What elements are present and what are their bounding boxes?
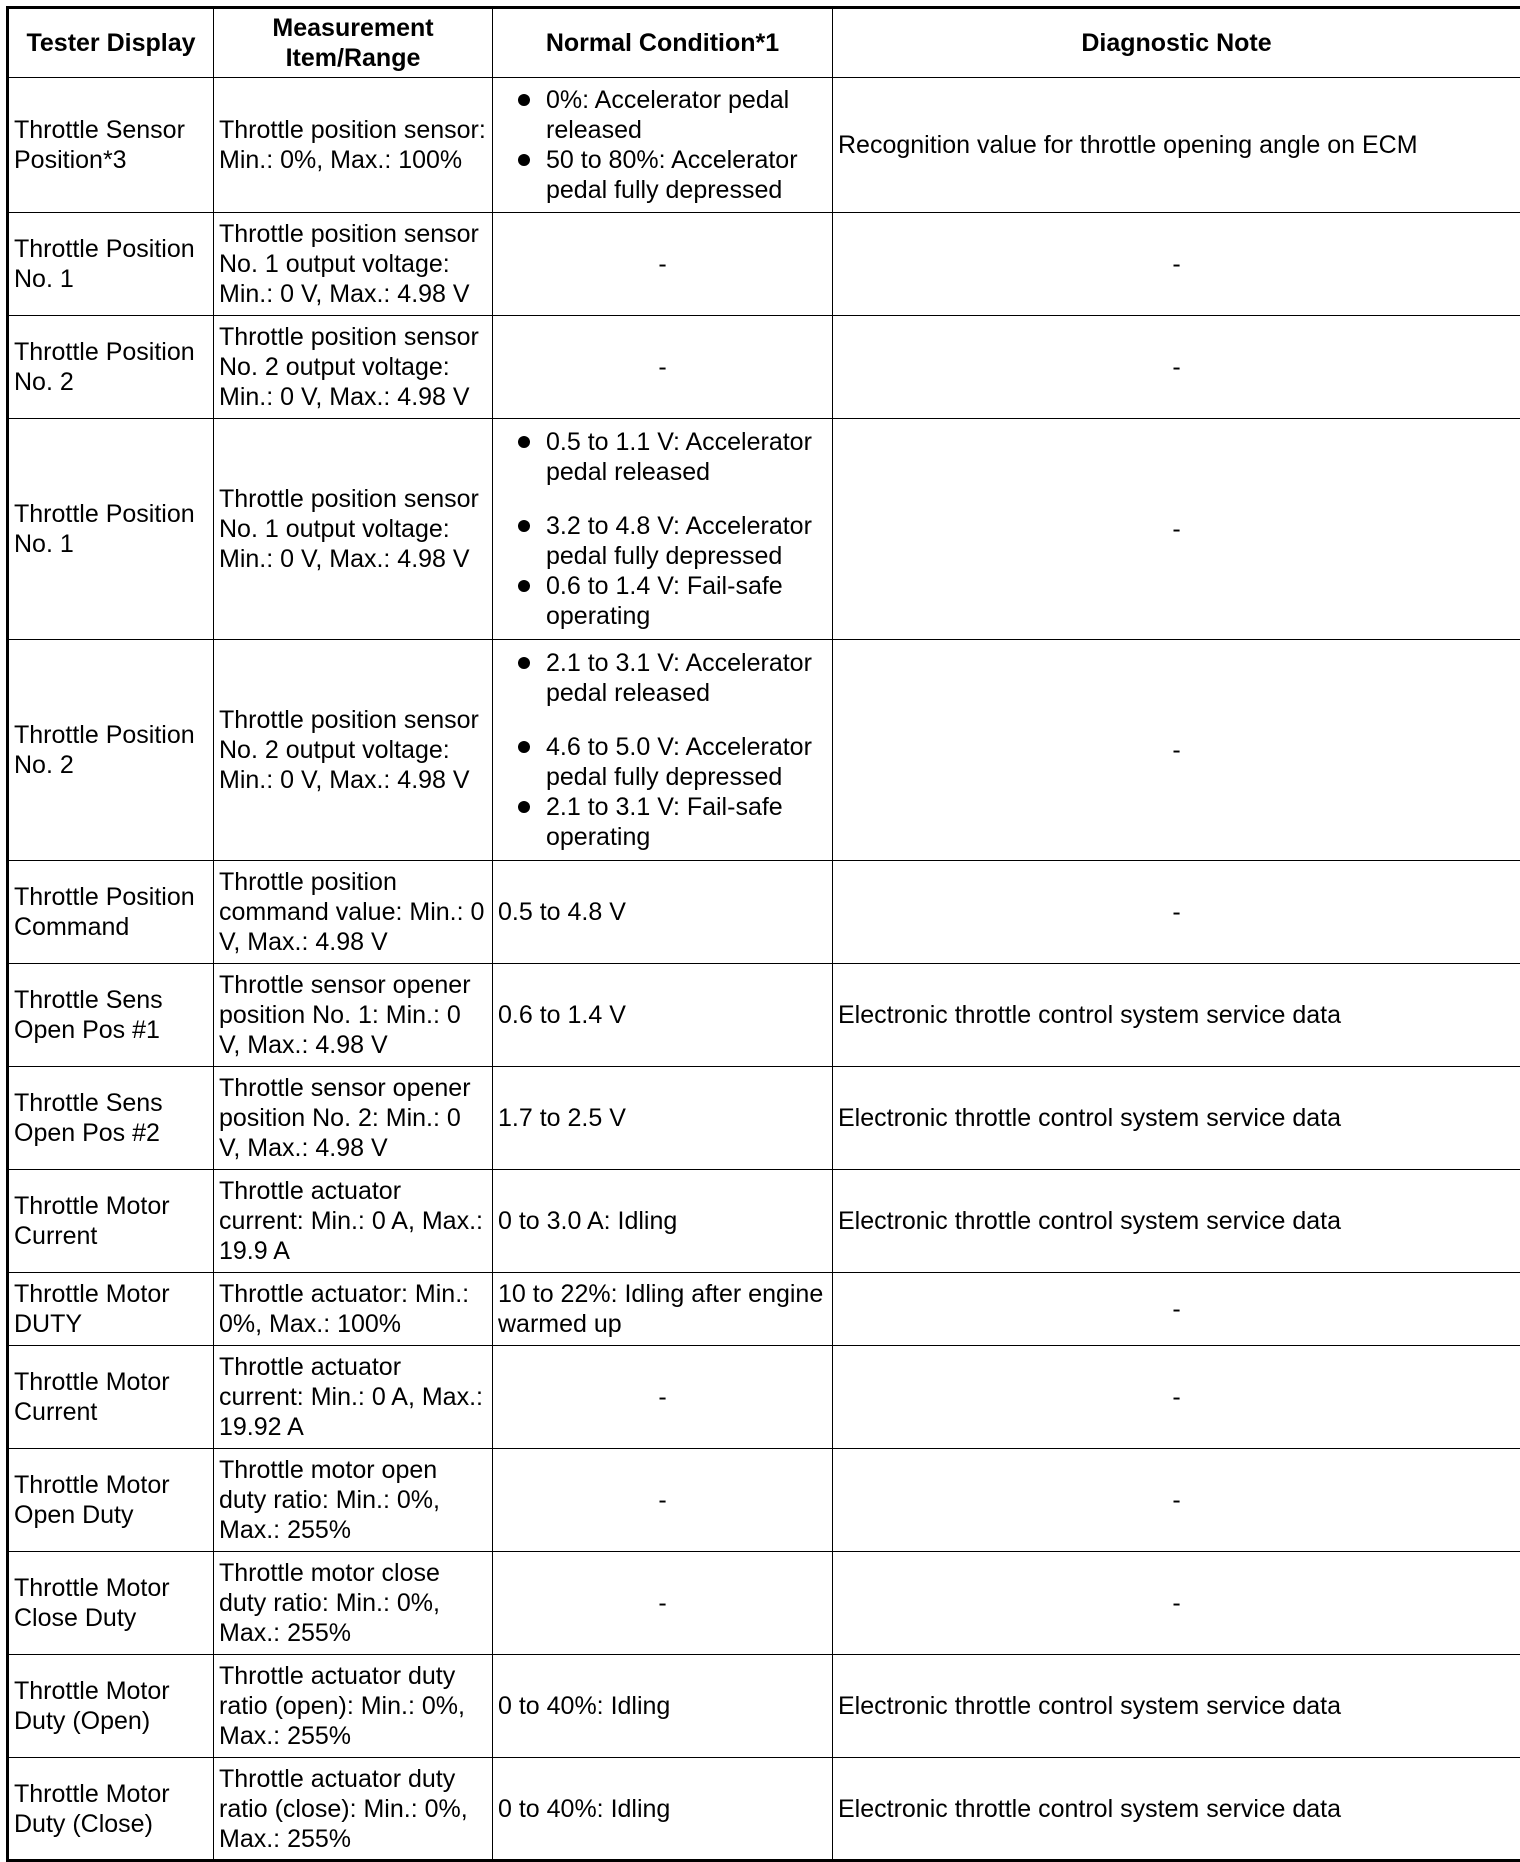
diagnostic-note-cell: Recognition value for throttle opening angle on ECM — [833, 78, 1520, 213]
measurement-cell: Throttle actuator: Min.: 0%, Max.: 100% — [214, 1273, 493, 1346]
table-row — [8, 1170, 1520, 1273]
condition-item: 50 to 80%: Accelerator pedal fully depressed — [498, 145, 827, 205]
normal-condition-cell: 0 to 40%: Idling — [493, 1655, 833, 1758]
tester-display-cell: Throttle Motor Duty (Open) — [8, 1655, 214, 1758]
data-list-table — [6, 6, 1520, 1862]
condition-item: 0%: Accelerator pedal released — [498, 85, 827, 145]
condition-item: 3.2 to 4.8 V: Accelerator pedal fully depressed — [498, 511, 827, 571]
normal-condition-cell: 0 to 3.0 A: Idling — [493, 1170, 833, 1273]
table-row — [8, 78, 1520, 213]
condition-list — [498, 648, 827, 852]
measurement-cell: Throttle motor close duty ratio: Min.: 0%, Max.: 255% — [214, 1552, 493, 1655]
normal-condition-cell: - — [493, 1449, 833, 1552]
tester-display-cell: Throttle Position No. 2 — [8, 640, 214, 861]
condition-item: 2.1 to 3.1 V: Accelerator pedal released — [498, 648, 827, 708]
table-row — [8, 1758, 1520, 1861]
normal-condition-cell: - — [493, 316, 833, 419]
measurement-cell: Throttle position sensor No. 1 output voltage: Min.: 0 V, Max.: 4.98 V — [214, 213, 493, 316]
measurement-cell: Throttle actuator current: Min.: 0 A, Max.: 19.92 A — [214, 1346, 493, 1449]
header-diagnostic-note: Diagnostic Note — [833, 8, 1520, 78]
normal-condition-cell: 0 to 40%: Idling — [493, 1758, 833, 1861]
header-normal-condition: Normal Condition*1 — [493, 8, 833, 78]
normal-condition-cell — [493, 640, 833, 861]
diagnostic-note-cell: Electronic throttle control system service data — [833, 964, 1520, 1067]
diagnostic-note-cell: - — [833, 1552, 1520, 1655]
header-tester-display: Tester Display — [8, 8, 214, 78]
table-row — [8, 1273, 1520, 1346]
tester-display-cell: Throttle Sens Open Pos #2 — [8, 1067, 214, 1170]
table-row — [8, 1655, 1520, 1758]
normal-condition-cell: 10 to 22%: Idling after engine warmed up — [493, 1273, 833, 1346]
table-row — [8, 1449, 1520, 1552]
diagnostic-note-cell: Electronic throttle control system service data — [833, 1758, 1520, 1861]
table-row — [8, 213, 1520, 316]
table-row — [8, 861, 1520, 964]
measurement-cell: Throttle position sensor No. 1 output voltage: Min.: 0 V, Max.: 4.98 V — [214, 419, 493, 640]
diagnostic-note-cell: - — [833, 1273, 1520, 1346]
measurement-cell: Throttle motor open duty ratio: Min.: 0%, Max.: 255% — [214, 1449, 493, 1552]
normal-condition-cell — [493, 78, 833, 213]
table-row — [8, 640, 1520, 861]
table-row — [8, 1067, 1520, 1170]
header-measurement: Measurement Item/Range — [214, 8, 493, 78]
diagnostic-note-cell: Electronic throttle control system service data — [833, 1655, 1520, 1758]
tester-display-cell: Throttle Motor DUTY — [8, 1273, 214, 1346]
table-row — [8, 964, 1520, 1067]
measurement-cell: Throttle sensor opener position No. 1: Min.: 0 V, Max.: 4.98 V — [214, 964, 493, 1067]
tester-display-cell: Throttle Motor Close Duty — [8, 1552, 214, 1655]
measurement-cell: Throttle actuator duty ratio (close): Min.: 0%, Max.: 255% — [214, 1758, 493, 1861]
diagnostic-note-cell: - — [833, 640, 1520, 861]
normal-condition-cell — [493, 419, 833, 640]
measurement-cell: Throttle position sensor: Min.: 0%, Max.: 100% — [214, 78, 493, 213]
normal-condition-cell: 0.6 to 1.4 V — [493, 964, 833, 1067]
diagnostic-note-cell: Electronic throttle control system service data — [833, 1067, 1520, 1170]
tester-display-cell: Throttle Position No. 1 — [8, 213, 214, 316]
diagnostic-note-cell: - — [833, 213, 1520, 316]
condition-item: 0.6 to 1.4 V: Fail-safe operating — [498, 571, 827, 631]
tester-display-cell: Throttle Position No. 2 — [8, 316, 214, 419]
table-row — [8, 1346, 1520, 1449]
tester-display-cell: Throttle Position No. 1 — [8, 419, 214, 640]
diagnostic-note-cell: - — [833, 419, 1520, 640]
condition-list — [498, 85, 827, 205]
diagnostic-note-cell: - — [833, 861, 1520, 964]
measurement-cell: Throttle sensor opener position No. 2: Min.: 0 V, Max.: 4.98 V — [214, 1067, 493, 1170]
data-list-sheet — [6, 6, 1520, 1862]
tester-display-cell: Throttle Motor Open Duty — [8, 1449, 214, 1552]
tester-display-cell: Throttle Sensor Position*3 — [8, 78, 214, 213]
diagnostic-note-cell: - — [833, 1449, 1520, 1552]
table-row — [8, 316, 1520, 419]
tester-display-cell: Throttle Motor Current — [8, 1170, 214, 1273]
measurement-cell: Throttle position sensor No. 2 output voltage: Min.: 0 V, Max.: 4.98 V — [214, 640, 493, 861]
measurement-cell: Throttle actuator duty ratio (open): Min.: 0%, Max.: 255% — [214, 1655, 493, 1758]
normal-condition-cell: - — [493, 213, 833, 316]
table-row — [8, 1552, 1520, 1655]
diagnostic-note-cell: - — [833, 316, 1520, 419]
diagnostic-note-cell: - — [833, 1346, 1520, 1449]
measurement-cell: Throttle position command value: Min.: 0 V, Max.: 4.98 V — [214, 861, 493, 964]
measurement-cell: Throttle actuator current: Min.: 0 A, Max.: 19.9 A — [214, 1170, 493, 1273]
condition-list — [498, 427, 827, 631]
normal-condition-cell: - — [493, 1552, 833, 1655]
normal-condition-cell: 0.5 to 4.8 V — [493, 861, 833, 964]
tester-display-cell: Throttle Sens Open Pos #1 — [8, 964, 214, 1067]
tester-display-cell: Throttle Motor Current — [8, 1346, 214, 1449]
normal-condition-cell: - — [493, 1346, 833, 1449]
diagnostic-note-cell: Electronic throttle control system service data — [833, 1170, 1520, 1273]
measurement-cell: Throttle position sensor No. 2 output voltage: Min.: 0 V, Max.: 4.98 V — [214, 316, 493, 419]
tester-display-cell: Throttle Position Command — [8, 861, 214, 964]
condition-item: 4.6 to 5.0 V: Accelerator pedal fully depressed — [498, 732, 827, 792]
normal-condition-cell: 1.7 to 2.5 V — [493, 1067, 833, 1170]
condition-item: 2.1 to 3.1 V: Fail-safe operating — [498, 792, 827, 852]
table-header-row — [8, 8, 1520, 78]
tester-display-cell: Throttle Motor Duty (Close) — [8, 1758, 214, 1861]
condition-item: 0.5 to 1.1 V: Accelerator pedal released — [498, 427, 827, 487]
table-row — [8, 419, 1520, 640]
